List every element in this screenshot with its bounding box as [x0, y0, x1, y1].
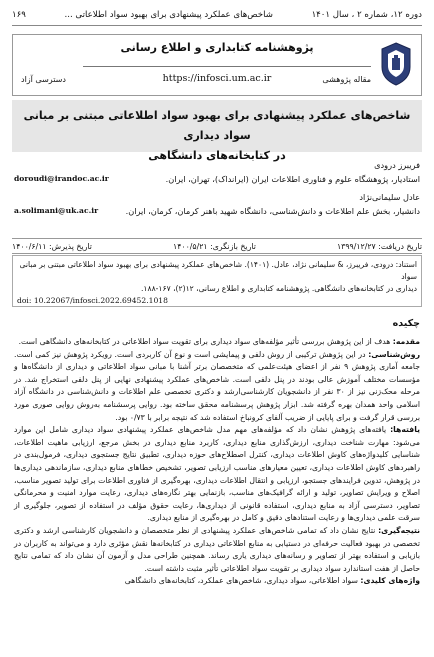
doi-link[interactable]: doi: 10.22067/infosci.2022.69452.1018	[17, 296, 168, 305]
running-head-left: دوره ۱۲، شماره ۲ ، سال ۱۴۰۱	[311, 10, 422, 20]
intro-text: هدف از این پژوهش بررسی تأثیر مؤلفه‌های سواد دیداری برای تقویت سواد اطلاعاتی در کتابخانه‌های دانشگاهی است.	[18, 337, 393, 346]
findings-text: یافته‌های پژوهش نشان داد که مؤلفه‌های مهم مدل شاخص‌های عملکرد پیشنهادی سواد دیداری شامل این موارد می‌شود: مهارت شناخت دیداری، ارزش‌گذاری منابع دیداری، کاربرد منابع دیداری در بخش مرجع، ارزیابی ماهیت اطلاعات، شناسایی کلیدواژه‌های کاوش اطلاعات دیداری، کنترل اصطلاح‌های حوزه دیداری، تطبیق نتایج جستجوی دیداری، فرمول‌بندی در راهبردهای کاوش اطلاعات دیداری، تعیین معیارهای مناسب ارزیابی تصویر، تشخیص خطاهای منابع دیداری، سازماندهی دیداری‌ها در پژوهش، تدوین فرایندهای جستجو، ارزیابی و انتقال اطلاعات دیداری، بهره‌گیری از فناوری اطلاعات برای تولید تصویر مناسب، اصلاح و ویرایش تصاویر، تولید و ارائه گرافیک‌های مناسب، بازنمایی بهتر نگاره‌های دیداری، رعایت موارد امنیت و محرمانگی تصاویر، دسترسی آزاد به منابع دیداری، استفاده قانونی از دیداری‌ها، رعایت حقوق مؤلف در استفاده از تصویر، جلوگیری از سرقت علمی دیداری‌ها و رعایت استنادهای دقیق و کامل در بهره‌گیری از منابع دیداری.	[14, 425, 420, 523]
findings-label: یافته‌ها:	[390, 425, 420, 435]
authors-block	[14, 158, 420, 218]
citation-line-1: استناد: درودی، فریبرز، & سلیمانی نژاد، عادل. (۱۴۰۱). شاخص‌های عملکرد پیشنهادی برای بهبود سواد اطلاعاتی مبتنی بر مبانی سواد	[19, 260, 417, 281]
conclusion-text: نتایج نشان داد که تمامی شاخص‌های عملکرد پیشنهادی از نظر متخصصان و دانشجویان کارشناسی ارشد و دکتری تخصصی در بهبود فعالیت حرفه‌ای در دستیابی به منابع اطلاعاتی دیداری در کتابخانه‌ها نقش مؤثری دارد و می‌تواند به کاربران در بازیابی و استفاده بهتر از تصاویر و رسانه‌های دیداری یاری رساند. همچنین طراحی مدل و آزمون آن نشان داد که تمامی نتایج حاصل از هفت استاندارد سواد دیداری بر تقویت سواد اطلاعاتی تأثیر مثبت داشته است.	[14, 525, 420, 573]
author-affiliation	[14, 204, 420, 218]
revised-date: تاریخ بازنگری: ۱۴۰۰/۵/۲۱	[173, 241, 256, 251]
page-number: ۱۶۹	[12, 10, 26, 20]
journal-divider	[83, 66, 371, 67]
citation-box	[12, 255, 422, 307]
article-title-line-1: شاخص‌های عملکرد پیشنهادی برای بهبود سواد اطلاعاتی مبتنی بر مبانی سواد دیداری	[23, 109, 411, 142]
method-text: در این پژوهش ترکیبی از روش دلفی و پیمایشی است و نوع آن کاربردی است. رویکرد پژوهش نیز کمی است. جامعه آماری پژوهش ۹ نفر از اعضای هیئت‌علمی که متخصصان برتر آشنا با مبانی سواد اطلاعاتی و دیداری از دانشگاه‌ها و مؤسسات مختلف آموزش عالی بودند در پنل دلفی است. شاخص‌های عملکرد پیشنهادی نهایی از پنل دلفی استخراج شد. در مرحله محک‌زنی نیز از ۳۰ نفر از دانشجویان کارشناسی‌ارشد و دکتری تخصصی علم اطلاعات و دانش‌شناسی در دانشگاه آزاد اسلامی واحد همدان بهره گرفته شد. ابزار پژوهش پرسشنامه محقق ساخته بود. روایی پرسشنامه به‌روش روایی صوری مورد بررسی قرار گرفت و برای پایایی از ضریب آلفای کرونباخ استفاده شد که نتیجه برابر با ۰/۷۳ بود.	[14, 349, 421, 422]
citation-line-2	[17, 283, 417, 295]
keywords-label: واژه‌های کلیدی:	[360, 576, 420, 586]
article-type: مقاله پژوهشی	[322, 75, 371, 84]
affiliation-text: دانشیار، بخش علم اطلاعات و دانش‌شناسی، دانشگاه شهید باهنر کرمان، کرمان، ایران.	[125, 206, 420, 216]
abstract-keywords	[14, 575, 420, 588]
keywords-text: سواد اطلاعاتی، سواد دیداری، شاخص‌های عملکرد، کتابخانه‌های دانشگاهی	[124, 576, 361, 586]
received-date: تاریخ دریافت: ۱۳۹۹/۱۲/۲۷	[336, 241, 422, 251]
author-name: فریبرز درودی	[374, 160, 420, 170]
ferdowsi-university-logo-icon	[379, 41, 413, 87]
author-email-link[interactable]: doroudi@irandoc.ac.ir	[14, 174, 109, 183]
article-title	[12, 100, 422, 162]
journal-title: پژوهشنامه کتابداری و اطلاع رسانی	[120, 41, 314, 54]
method-label: روش‌شناسی:	[368, 349, 420, 359]
affiliation-text: استادیار، پژوهشگاه علوم و فناوری اطلاعات ایران (ایرانداک)، تهران، ایران.	[165, 174, 420, 184]
abstract-body	[14, 336, 420, 588]
conclusion-label: نتیجه‌گیری:	[378, 525, 420, 535]
accepted-date: تاریخ پذیرش: ۱۴۰۰/۶/۱۱	[12, 241, 92, 251]
article-dates	[12, 238, 422, 254]
author-name: عادل سلیمانی‌نژاد	[359, 192, 420, 202]
abstract-method	[14, 349, 420, 425]
abstract-conclusion	[14, 525, 420, 575]
author-email-link[interactable]: a.solimani@uk.ac.ir	[14, 206, 99, 215]
open-access-label: دسترسی آزاد	[21, 75, 66, 84]
author-affiliation	[14, 172, 420, 186]
citation-source: دیداری در کتابخانه‌های دانشگاهی. پژوهشنامه کتابداری و اطلاع رسانی، ۱۲(۲)، ۱۶۷-۱۸۸.	[141, 284, 417, 293]
abstract-findings	[14, 424, 420, 525]
running-head-title: شاخص‌های عملکرد پیشنهادی برای بهبود سواد اطلاعاتی ...	[64, 10, 273, 20]
abstract-heading: چکیده	[392, 318, 420, 329]
journal-url-link[interactable]: https://infosci.um.ac.ir	[162, 73, 272, 84]
journal-header	[12, 34, 422, 96]
intro-label: مقدمه:	[392, 337, 420, 346]
running-head	[12, 8, 422, 26]
article-title-line-2: در کتابخانه‌های دانشگاهی	[148, 149, 286, 162]
abstract-intro	[14, 336, 420, 349]
